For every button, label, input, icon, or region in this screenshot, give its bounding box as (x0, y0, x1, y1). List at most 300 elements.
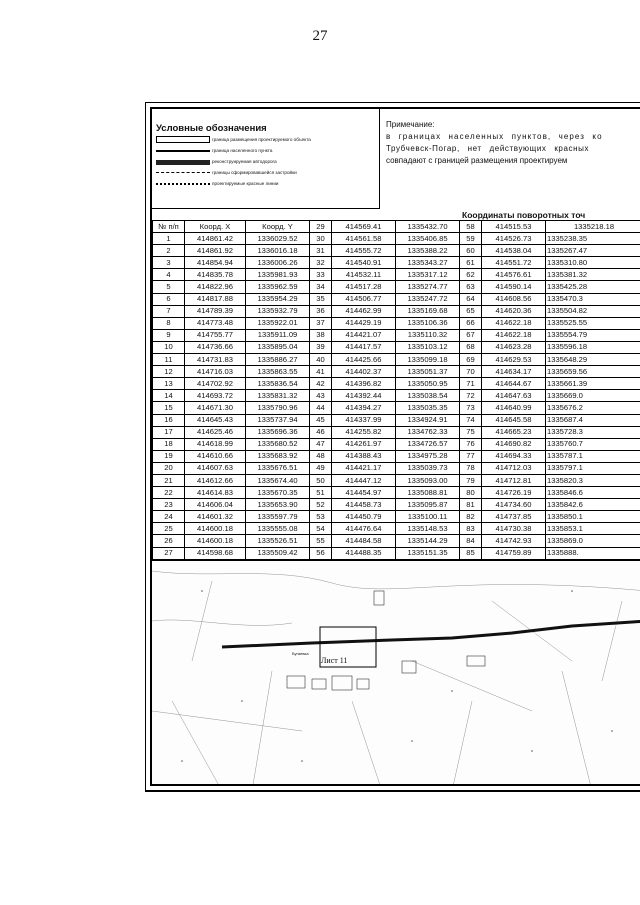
table-row (153, 499, 640, 511)
coords-cell: 414462.99 (332, 305, 396, 317)
coords-cell: 414755.77 (185, 329, 246, 341)
coords-cell: 414515.53 (482, 221, 546, 233)
coords-cell: 414454.97 (332, 487, 396, 499)
coords-cell: 79 (460, 474, 482, 486)
coords-cell: 414488.35 (332, 547, 396, 559)
coords-cell: 1335218.18 (546, 221, 640, 233)
coords-cell: 2 (153, 245, 185, 257)
coords-cell: 414402.37 (332, 366, 396, 378)
coords-cell: 7 (153, 305, 185, 317)
coords-cell: 1335095.87 (396, 499, 460, 511)
coords-cell: 414425.66 (332, 354, 396, 366)
coords-cell: 44 (310, 402, 332, 414)
coords-cell: 1335669.0 (546, 390, 640, 402)
coords-cell: 414622.18 (482, 329, 546, 341)
table-row (153, 293, 640, 305)
coords-cell: 414629.53 (482, 354, 546, 366)
coords-cell: 414861.42 (185, 233, 246, 245)
coords-cell: 42 (310, 378, 332, 390)
coords-cell: 414555.72 (332, 245, 396, 257)
coords-cell: 414759.89 (482, 547, 546, 559)
coords-cell: 414730.38 (482, 523, 546, 535)
coords-cell: 414598.68 (185, 547, 246, 559)
coords-cell: 20 (153, 462, 185, 474)
coords-cell: 414645.43 (185, 414, 246, 426)
coords-cell: 1335895.04 (246, 341, 310, 353)
table-row (153, 462, 640, 474)
table-row (153, 354, 640, 366)
coords-cell: 414612.66 (185, 474, 246, 486)
page-number: 27 (312, 28, 328, 44)
legend (152, 109, 380, 209)
coords-cell: 1335597.79 (246, 511, 310, 523)
coords-cell: 18 (153, 438, 185, 450)
coords-cell: 1335820.3 (546, 474, 640, 486)
legend-symbol-road (156, 160, 210, 165)
table-row (153, 487, 640, 499)
coords-cell: 1335680.52 (246, 438, 310, 450)
drawing-frame (150, 107, 640, 786)
coords-cell: 1335676.2 (546, 402, 640, 414)
table-row (153, 305, 640, 317)
coords-cell: 39 (310, 341, 332, 353)
coords-cell: 414817.88 (185, 293, 246, 305)
coords-cell: 32 (310, 257, 332, 269)
coords-cell: 414590.14 (482, 281, 546, 293)
coords-cell: 11 (153, 354, 185, 366)
coords-cell: 414421.07 (332, 329, 396, 341)
coords-cell: 414540.91 (332, 257, 396, 269)
coords-cell: 51 (310, 487, 332, 499)
coords-cell: 1335831.32 (246, 390, 310, 402)
coords-cell: 1335525.55 (546, 317, 640, 329)
coords-cell: 1335148.53 (396, 523, 460, 535)
coords-cell: 68 (460, 341, 482, 353)
coords-cell: 1335103.12 (396, 341, 460, 353)
coords-cell: 1335039.73 (396, 462, 460, 474)
coords-cell: 414620.36 (482, 305, 546, 317)
coords-cell: 1 (153, 233, 185, 245)
coords-cell: 414476.64 (332, 523, 396, 535)
coords-cell: 414484.58 (332, 535, 396, 547)
coords-cell: 414394.27 (332, 402, 396, 414)
coords-cell: 5 (153, 281, 185, 293)
coords-cell: 65 (460, 305, 482, 317)
coords-cell: 1335659.56 (546, 366, 640, 378)
coords-cell: 414600.18 (185, 523, 246, 535)
coords-cell: 414647.63 (482, 390, 546, 402)
coords-cell: 75 (460, 426, 482, 438)
coords-cell: 15 (153, 402, 185, 414)
coords-cell: 77 (460, 450, 482, 462)
coords-cell: 1335728.3 (546, 426, 640, 438)
table-row (153, 245, 640, 257)
legend-label: границы сформировавшейся застройки (212, 170, 297, 175)
map-sheet-label: Лист 11 (321, 656, 348, 665)
table-row (153, 426, 640, 438)
coords-cell: 1335863.55 (246, 366, 310, 378)
table-row (153, 269, 640, 281)
coords-cell: 414712.81 (482, 474, 546, 486)
coords-cell: 414610.66 (185, 450, 246, 462)
coords-cell: 21 (153, 474, 185, 486)
coords-cell: 26 (153, 535, 185, 547)
legend-item (156, 134, 375, 145)
note (380, 109, 640, 219)
coords-cell: 46 (310, 426, 332, 438)
coords-cell: 43 (310, 390, 332, 402)
coords-cell: 1335100.11 (396, 511, 460, 523)
table-row (153, 329, 640, 341)
coords-cell: 414773.48 (185, 317, 246, 329)
coords-cell: 27 (153, 547, 185, 559)
coords-cell: 1335106.36 (396, 317, 460, 329)
coords-cell: 72 (460, 390, 482, 402)
coords-cell: 414458.73 (332, 499, 396, 511)
coords-cell: 3 (153, 257, 185, 269)
coords-cell: 1336029.52 (246, 233, 310, 245)
coords-cell: 45 (310, 414, 332, 426)
coords-cell: 13 (153, 378, 185, 390)
coords-cell: 10 (153, 341, 185, 353)
coords-cell: 47 (310, 438, 332, 450)
coords-cell: 1334762.33 (396, 426, 460, 438)
coords-cell: 1335797.1 (546, 462, 640, 474)
table-row (153, 257, 640, 269)
coords-cell: 414734.60 (482, 499, 546, 511)
coords-cell: 1335836.54 (246, 378, 310, 390)
coords-cell: 414506.77 (332, 293, 396, 305)
coords-cell: 1335343.27 (396, 257, 460, 269)
coords-cell: 81 (460, 499, 482, 511)
coords-cell: 414716.03 (185, 366, 246, 378)
coords-cell: 1335554.79 (546, 329, 640, 341)
coords-cell: 59 (460, 233, 482, 245)
coords-cell: 12 (153, 366, 185, 378)
coords-cell: 1335648.29 (546, 354, 640, 366)
coords-cell: 1335317.12 (396, 269, 460, 281)
coords-cell: 52 (310, 499, 332, 511)
coords-cell: 1335790.96 (246, 402, 310, 414)
coords-cell: 414608.56 (482, 293, 546, 305)
table-row (153, 281, 640, 293)
coords-cell: 1335038.54 (396, 390, 460, 402)
coords-cell: 1335310.80 (546, 257, 640, 269)
coords-cell: 1335922.01 (246, 317, 310, 329)
coords-cell: 4 (153, 269, 185, 281)
legend-symbol-box (156, 136, 210, 143)
note-line: совпадают с границей размещения проектируем (386, 156, 568, 165)
coords-cell: 38 (310, 329, 332, 341)
coords-cell: 74 (460, 414, 482, 426)
coords-cell: 414640.99 (482, 402, 546, 414)
coords-cell: 414742.93 (482, 535, 546, 547)
coords-cell: 1335888. (546, 547, 640, 559)
coords-cell: 73 (460, 402, 482, 414)
coords-header-cell: Коорд. Y (246, 221, 310, 233)
coords-cell: 1335760.7 (546, 438, 640, 450)
coords-cell: 34 (310, 281, 332, 293)
coords-cell: 58 (460, 221, 482, 233)
coords-cell: 414447.12 (332, 474, 396, 486)
coords-cell: 414726.19 (482, 487, 546, 499)
coords-cell: 414606.04 (185, 499, 246, 511)
coords-cell: 414822.96 (185, 281, 246, 293)
coords-cell: 1335169.68 (396, 305, 460, 317)
coords-cell: 414392.44 (332, 390, 396, 402)
coords-cell: 1335853.1 (546, 523, 640, 535)
coords-cell: 1335406.85 (396, 233, 460, 245)
coords-cell: 66 (460, 317, 482, 329)
coords-title: Координаты поворотных точ (462, 210, 586, 220)
coords-cell: 1335035.35 (396, 402, 460, 414)
coords-cell: 1335653.90 (246, 499, 310, 511)
legend-title: Условные обозначения (156, 123, 267, 134)
map-place-label: Бугаевка (292, 651, 309, 656)
coords-cell: 1335088.81 (396, 487, 460, 499)
coords-cell: 83 (460, 523, 482, 535)
coords-cell: 49 (310, 462, 332, 474)
coords-cell: 35 (310, 293, 332, 305)
coords-cell: 414618.99 (185, 438, 246, 450)
coords-cell: 1335509.42 (246, 547, 310, 559)
coords-cell: 1335093.00 (396, 474, 460, 486)
coords-cell: 1335110.32 (396, 329, 460, 341)
coords-header-row (153, 221, 640, 233)
coords-cell: 414255.82 (332, 426, 396, 438)
coords-header-cell: Коорд. X (185, 221, 246, 233)
coords-cell: 1335869.0 (546, 535, 640, 547)
table-row (153, 233, 640, 245)
legend-label: реконструируемая автодорога (212, 159, 277, 164)
coords-cell: 1335274.77 (396, 281, 460, 293)
coords-cell: 36 (310, 305, 332, 317)
coords-cell: 1335247.72 (396, 293, 460, 305)
coords-cell: 414835.78 (185, 269, 246, 281)
coords-cell: 1335981.93 (246, 269, 310, 281)
coords-cell: 1335886.27 (246, 354, 310, 366)
coords-cell: 71 (460, 378, 482, 390)
legend-item (156, 178, 375, 189)
coords-header-cell: № п/п (153, 221, 185, 233)
coords-cell: 414622.18 (482, 317, 546, 329)
map-fragment (152, 559, 640, 784)
coords-cell: 414614.83 (185, 487, 246, 499)
coords-cell: 414517.28 (332, 281, 396, 293)
coords-cell: 414429.19 (332, 317, 396, 329)
coords-cell: 63 (460, 281, 482, 293)
coords-cell: 29 (310, 221, 332, 233)
coords-cell: 1335051.37 (396, 366, 460, 378)
coords-cell: 414789.39 (185, 305, 246, 317)
coords-cell: 24 (153, 511, 185, 523)
coords-cell: 48 (310, 450, 332, 462)
table-row (153, 390, 640, 402)
coords-cell: 414532.11 (332, 269, 396, 281)
coords-cell: 53 (310, 511, 332, 523)
legend-label: проектируемые красные линии (212, 181, 279, 186)
coords-cell: 85 (460, 547, 482, 559)
coords-cell: 414600.18 (185, 535, 246, 547)
coords-cell: 1335504.82 (546, 305, 640, 317)
coords-cell: 1335787.1 (546, 450, 640, 462)
table-row (153, 523, 640, 535)
coords-cell: 1335050.95 (396, 378, 460, 390)
table-row (153, 341, 640, 353)
coords-cell: 414854.94 (185, 257, 246, 269)
coords-cell: 414645.58 (482, 414, 546, 426)
coords-cell: 414693.72 (185, 390, 246, 402)
note-line: в границах населенных пунктов, через ко (386, 132, 603, 141)
coords-cell: 414421.17 (332, 462, 396, 474)
coords-cell: 82 (460, 511, 482, 523)
coords-cell: 414337.99 (332, 414, 396, 426)
coords-cell: 17 (153, 426, 185, 438)
legend-symbol-dash (156, 168, 210, 177)
coords-cell: 1335388.22 (396, 245, 460, 257)
note-title: Примечание: (386, 120, 435, 129)
coords-cell: 1334726.57 (396, 438, 460, 450)
coords-cell: 40 (310, 354, 332, 366)
coords-table (152, 220, 640, 572)
coords-cell: 41 (310, 366, 332, 378)
table-row (153, 414, 640, 426)
coords-cell: 84 (460, 535, 482, 547)
coords-cell: 67 (460, 329, 482, 341)
coords-cell: 1335144.29 (396, 535, 460, 547)
table-row (153, 317, 640, 329)
coords-cell: 414625.46 (185, 426, 246, 438)
coords-cell: 1336016.18 (246, 245, 310, 257)
coords-cell: 414712.03 (482, 462, 546, 474)
coords-cell: 414690.82 (482, 438, 546, 450)
coords-cell: 414694.33 (482, 450, 546, 462)
coords-cell: 414526.73 (482, 233, 546, 245)
coords-cell: 1335670.35 (246, 487, 310, 499)
coords-cell: 33 (310, 269, 332, 281)
coords-cell: 1335555.08 (246, 523, 310, 535)
coords-cell: 1335737.94 (246, 414, 310, 426)
coords-cell: 1334924.91 (396, 414, 460, 426)
coords-cell: 62 (460, 269, 482, 281)
coords-cell: 1335432.70 (396, 221, 460, 233)
coords-cell: 1335962.59 (246, 281, 310, 293)
coords-cell: 1335676.51 (246, 462, 310, 474)
coords-cell: 9 (153, 329, 185, 341)
coords-cell: 414736.66 (185, 341, 246, 353)
table-row (153, 402, 640, 414)
coords-cell: 414261.97 (332, 438, 396, 450)
table-row (153, 547, 640, 559)
legend-items (156, 134, 375, 189)
coords-cell: 25 (153, 523, 185, 535)
coords-cell: 55 (310, 535, 332, 547)
coords-cell: 1335911.09 (246, 329, 310, 341)
legend-label: граница населенного пункта (212, 148, 273, 153)
coords-cell: 30 (310, 233, 332, 245)
coords-cell: 16 (153, 414, 185, 426)
coords-cell: 1335381.32 (546, 269, 640, 281)
coords-cell: 80 (460, 487, 482, 499)
note-line: Трубчевск-Погар, нет действующих красных (386, 144, 590, 153)
coords-cell: 414388.43 (332, 450, 396, 462)
coords-cell: 1336006.26 (246, 257, 310, 269)
coords-cell: 76 (460, 438, 482, 450)
coords-cell: 414576.61 (482, 269, 546, 281)
drawing-sheet (145, 102, 640, 792)
coords-cell: 23 (153, 499, 185, 511)
coords-cell: 414551.72 (482, 257, 546, 269)
coords-cell: 64 (460, 293, 482, 305)
coords-cell: 1335850.1 (546, 511, 640, 523)
legend-item (156, 145, 375, 156)
coords-cell: 414417.57 (332, 341, 396, 353)
coords-cell: 414538.04 (482, 245, 546, 257)
coords-cell: 414450.79 (332, 511, 396, 523)
coords-cell: 414569.41 (332, 221, 396, 233)
coords-cell: 1335099.18 (396, 354, 460, 366)
coords-cell: 1335696.36 (246, 426, 310, 438)
coords-cell: 414396.82 (332, 378, 396, 390)
table-row (153, 366, 640, 378)
table-row (153, 474, 640, 486)
coords-cell: 6 (153, 293, 185, 305)
coords-cell: 1335470.3 (546, 293, 640, 305)
coords-cell: 1334975.28 (396, 450, 460, 462)
coords-cell: 8 (153, 317, 185, 329)
coords-cell: 22 (153, 487, 185, 499)
coords-cell: 1335687.4 (546, 414, 640, 426)
coords-cell: 54 (310, 523, 332, 535)
coords-cell: 69 (460, 354, 482, 366)
legend-symbol-line (156, 146, 210, 155)
coords-cell: 1335526.51 (246, 535, 310, 547)
coords-cell: 1335238.35 (546, 233, 640, 245)
legend-label: граница размещения проектируемого объекта (212, 137, 311, 142)
coords-cell: 14 (153, 390, 185, 402)
coords-cell: 50 (310, 474, 332, 486)
table-row (153, 535, 640, 547)
coords-cell: 60 (460, 245, 482, 257)
coords-cell: 1335596.18 (546, 341, 640, 353)
coords-cell: 19 (153, 450, 185, 462)
coords-cell: 414623.28 (482, 341, 546, 353)
coords-cell: 414607.63 (185, 462, 246, 474)
coords-cell: 414861.92 (185, 245, 246, 257)
legend-item (156, 167, 375, 178)
coords-cell: 78 (460, 462, 482, 474)
coords-cell: 414644.67 (482, 378, 546, 390)
coords-cell: 56 (310, 547, 332, 559)
coords-cell: 1335151.35 (396, 547, 460, 559)
coords-cell: 70 (460, 366, 482, 378)
table-row (153, 511, 640, 523)
coords-cell: 414702.92 (185, 378, 246, 390)
coords-cell: 1335661.39 (546, 378, 640, 390)
coords-cell: 414737.85 (482, 511, 546, 523)
coords-cell: 414601.32 (185, 511, 246, 523)
coords-cell: 61 (460, 257, 482, 269)
map-graphic (152, 561, 640, 786)
table-row (153, 450, 640, 462)
coords-cell: 1335425.28 (546, 281, 640, 293)
coords-cell: 1335846.6 (546, 487, 640, 499)
coords-cell: 1335683.92 (246, 450, 310, 462)
legend-symbol-red (156, 179, 210, 188)
coords-cell: 1335674.40 (246, 474, 310, 486)
coords-cell: 414671.30 (185, 402, 246, 414)
table-row (153, 438, 640, 450)
